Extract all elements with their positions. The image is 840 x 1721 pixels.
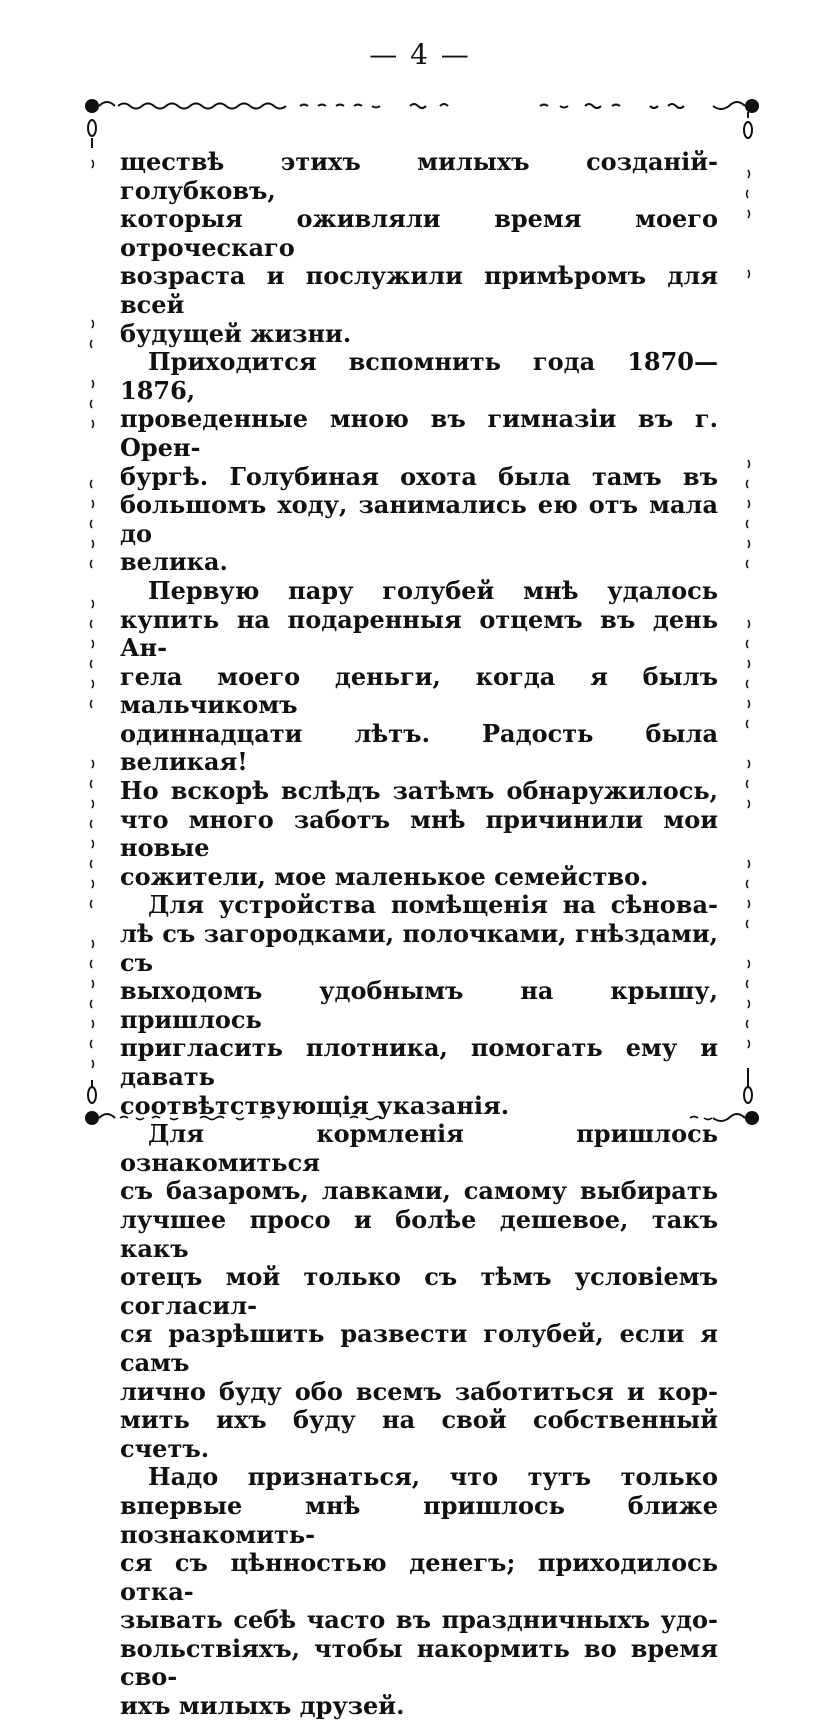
bottom-right-corner-ornament bbox=[713, 1068, 759, 1125]
text-line: ся съ цѣнностью денегъ; приходилось отка- bbox=[120, 1548, 718, 1606]
text-line: вольствіяхъ, чтобы накормить во время сво- bbox=[120, 1633, 718, 1692]
body-text bbox=[120, 148, 718, 1721]
text-line: велика. bbox=[120, 547, 228, 577]
text-line: пригласить плотника, помогать ему и давать bbox=[120, 1033, 718, 1091]
text-line: сожители, мое маленькое семейство. bbox=[120, 861, 649, 891]
text-line: мить ихъ буду на свой собственный счетъ. bbox=[120, 1405, 718, 1463]
text-line: большомъ ходу, занимались ею отъ мала до bbox=[120, 490, 718, 548]
page-number: — 4 — bbox=[369, 38, 471, 71]
top-border-ornament bbox=[118, 104, 684, 109]
text-line: соотвѣтствующія указанія. bbox=[120, 1090, 510, 1120]
text-line: отецъ мой только съ тѣмъ условіемъ согласил- bbox=[120, 1262, 718, 1320]
right-border-ornament bbox=[747, 170, 750, 1048]
text-line: Но вскорѣ вслѣдъ затѣмъ обнаружилось, bbox=[120, 776, 718, 806]
text-line: возраста и послужили примѣромъ для всей bbox=[120, 261, 718, 319]
text-line: ществѣ этихъ милыхъ созданій-голубковъ, bbox=[120, 147, 718, 205]
text-line: гела моего деньги, когда я былъ мальчикомъ bbox=[120, 661, 718, 720]
top-left-corner-ornament bbox=[85, 99, 115, 148]
text-line: выходомъ удобнымъ на крышу, пришлось bbox=[120, 976, 718, 1034]
text-line: лучшее просо и болѣе дешевое, такъ какъ bbox=[120, 1204, 718, 1263]
text-line: лично буду обо всемъ заботиться и кор- bbox=[120, 1376, 718, 1406]
text-line: ся разрѣшить развести голубей, если я самъ bbox=[120, 1319, 718, 1377]
text-line: что много заботъ мнѣ причинили мои новые bbox=[120, 804, 718, 863]
text-line: зывать себѣ часто въ праздничныхъ удо- bbox=[120, 1605, 718, 1635]
top-right-corner-ornament bbox=[713, 99, 759, 138]
text-line: проведенные мною въ гимназіи въ г. Орен- bbox=[120, 404, 718, 462]
text-line: будущей жизни. bbox=[120, 318, 352, 348]
text-line: одиннадцати лѣтъ. Радость была великая! bbox=[120, 718, 718, 777]
text-line: съ базаромъ, лавками, самому выбирать bbox=[120, 1176, 718, 1206]
text-line: ихъ милыхъ друзей. bbox=[120, 1691, 405, 1721]
text-line: Для устройства помѣщенія на сѣнова- bbox=[148, 890, 718, 920]
bottom-left-corner-ornament bbox=[85, 1080, 115, 1125]
text-line: которыя оживляли время моего отроческаго bbox=[120, 204, 718, 262]
text-line: бургѣ. Голубиная охота была тамъ въ bbox=[120, 461, 718, 491]
text-line: лѣ съ загородками, полочками, гнѣздами, съ bbox=[120, 919, 718, 977]
left-border-ornament bbox=[91, 160, 94, 1068]
text-line: Первую пару голубей мнѣ удалось bbox=[148, 575, 718, 605]
text-line: купить на подаренныя отцемъ въ день Ан- bbox=[120, 604, 718, 663]
text-line: впервые мнѣ пришлось ближе познакомить- bbox=[120, 1490, 718, 1549]
text-line: Для кормленія пришлось ознакомиться bbox=[120, 1119, 718, 1177]
text-line: Приходится вспомнить года 1870—1876, bbox=[120, 347, 718, 405]
text-line: Надо признаться, что тутъ только bbox=[148, 1462, 718, 1492]
